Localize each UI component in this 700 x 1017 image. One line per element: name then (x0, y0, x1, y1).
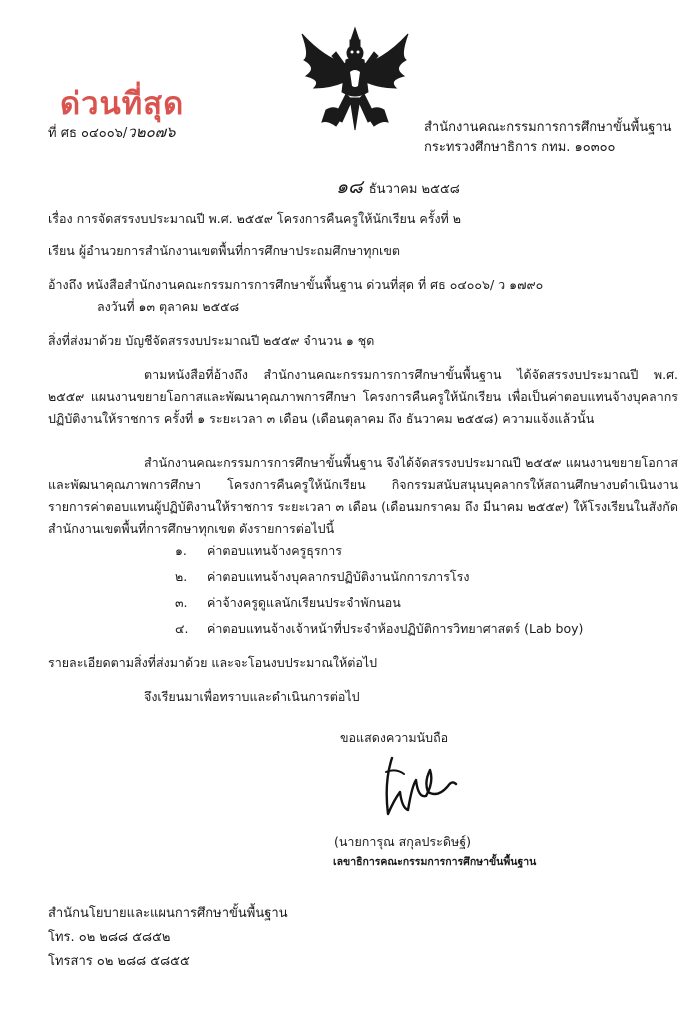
paragraph-2-text: สำนักงานคณะกรรมการการศึกษาขั้นพื้นฐาน จึงได้จัดสรรงบประมาณปี ๒๕๕๙ แผนงานขยายโอกาสและพัฒนาคุณภาพการศึกษา โครงการคืนครูให้นักเรียน กิจกรรมสนับสนุนบุคลากรให้สถานศึกษางบดำเนินงาน รายการค่าตอบแทนผู้ปฏิบัติงานให้ราชการ ระยะเวลา ๓ เดือน (เดือนมกราคม ถึง มีนาคม ๒๕๕๙) ให้โรงเรียนในสังกัดสำนักงานเขตพื้นที่การศึกษาทุกเขต ดังรายการต่อไปนี้ (48, 455, 678, 536)
signer-name: (นายการุณ สกุลประดิษฐ์) (334, 834, 471, 849)
reference-number (48, 120, 176, 144)
date-day: ๑๘ (336, 176, 363, 198)
date-month-year: ธันวาคม ๒๕๕๘ (368, 182, 460, 197)
addressee-line: เรียน ผู้อำนวยการสำนักงานเขตพื้นที่การศึกษาประถมศึกษาทุกเขต (48, 243, 400, 258)
contact-footer (48, 902, 288, 974)
body-paragraph-2 (48, 452, 678, 540)
urgency-stamp: ด่วนที่สุด (60, 86, 185, 122)
signer-position: เลขาธิการคณะกรรมการการศึกษาขั้นพื้นฐาน (333, 856, 537, 868)
reference-date-line: ลงวันที่ ๑๓ ตุลาคม ๒๕๕๘ (97, 299, 240, 314)
request-line: จึงเรียนมาเพื่อทราบและดำเนินการต่อไป (144, 689, 360, 704)
issuing-office (424, 118, 672, 158)
reference-handwritten: ว๒๐๗๖ (127, 123, 176, 141)
office-name: สำนักงานคณะกรรมการการศึกษาขั้นพื้นฐาน (424, 120, 672, 135)
fax-number: โทรสาร ๐๒ ๒๘๘ ๕๘๕๕ (48, 954, 190, 969)
office-address: กระทรวงศึกษาธิการ กทม. ๑๐๓๐๐ (424, 140, 616, 155)
department-name: สำนักนโยบายและแผนการศึกษาขั้นพื้นฐาน (48, 906, 288, 921)
signature (378, 752, 468, 822)
subject-line: เรื่อง การจัดสรรงบประมาณปี พ.ศ. ๒๕๕๙ โครงการคืนครูให้นักเรียน ครั้งที่ ๒ (48, 211, 462, 226)
list-item: ๔. ค่าตอบแทนจ้างเจ้าหน้าที่ประจำห้องปฏิบัติการวิทยาศาสตร์ (Lab boy) (175, 621, 584, 636)
expense-items-list (175, 538, 583, 642)
list-item: ๑. ค่าตอบแทนจ้างครูธุรการ (175, 543, 342, 558)
list-item: ๒. ค่าตอบแทนจ้างบุคลากรปฏิบัติงานนักการภารโรง (175, 569, 470, 584)
reference-prefix: ที่ ศธ ๐๔๐๐๖/ (48, 126, 128, 141)
phone-number: โทร. ๐๒ ๒๘๘ ๕๘๕๒ (48, 930, 171, 945)
body-paragraph-1 (48, 364, 678, 430)
garuda-emblem (296, 22, 414, 134)
list-item: ๓. ค่าจ้างครูดูแลนักเรียนประจำพักนอน (175, 595, 401, 610)
closing-phrase: ขอแสดงความนับถือ (340, 730, 449, 745)
details-line: รายละเอียดตามสิ่งที่ส่งมาด้วย และจะโอนงบประมาณให้ต่อไป (48, 655, 378, 670)
enclosure-line: สิ่งที่ส่งมาด้วย บัญชีจัดสรรงบประมาณปี ๒๕๕๙ จำนวน ๑ ชุด (48, 333, 375, 348)
paragraph-1-text: ตามหนังสือที่อ้างถึง สำนักงานคณะกรรมการการศึกษาขั้นพื้นฐาน ได้จัดสรรงบประมาณปี พ.ศ. ๒๕๕๙ แผนงานขยายโอกาสและพัฒนาคุณภาพการศึกษา โครงการคืนครูให้นักเรียน เพื่อเป็นค่าตอบแทนจ้างบุคลากรปฏิบัติงานให้ราชการ ครั้งที่ ๑ ระยะเวลา ๓ เดือน (เดือนตุลาคม ถึง ธันวาคม ๒๕๕๘) ความแจ้งแล้วนั้น (48, 367, 678, 426)
reference-line: อ้างถึง หนังสือสำนักงานคณะกรรมการการศึกษาขั้นพื้นฐาน ด่วนที่สุด ที่ ศธ ๐๔๐๐๖/ ว ๑๗๙๐ (48, 277, 544, 292)
letter-date (336, 172, 460, 202)
